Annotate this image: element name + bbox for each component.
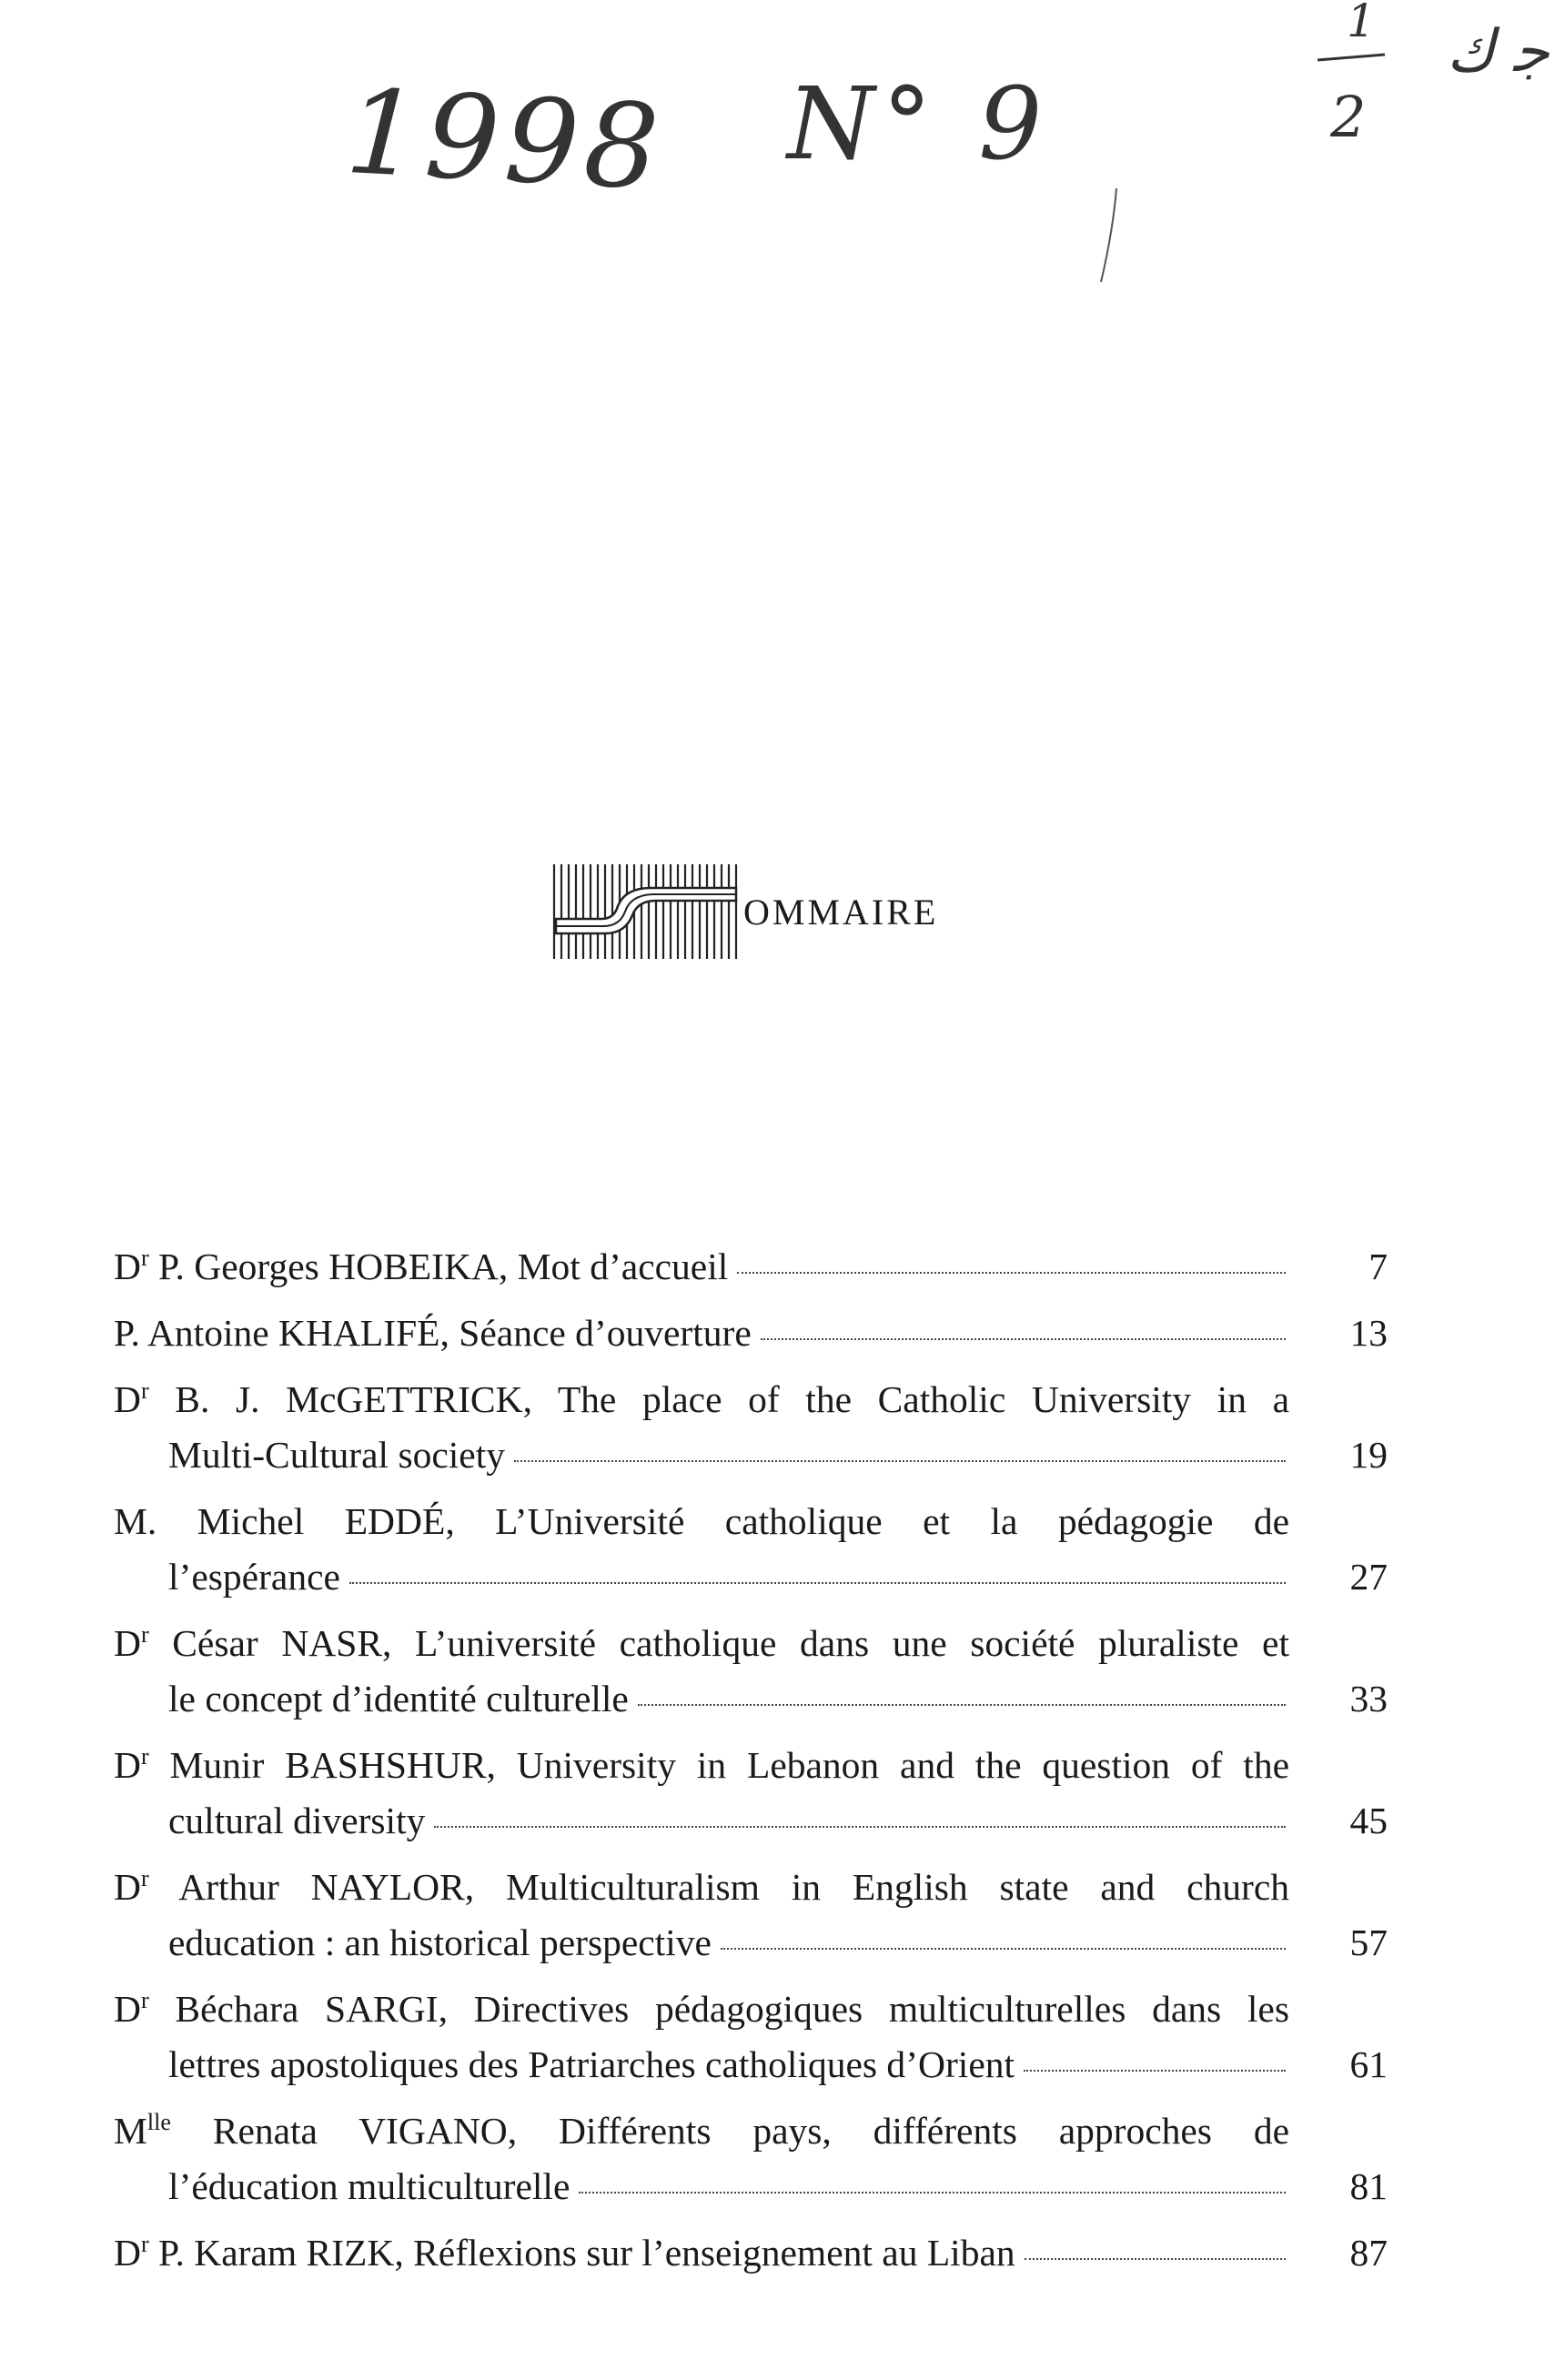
page-number: 19 bbox=[1349, 1434, 1388, 1476]
entry-continuation-line bbox=[114, 1915, 1289, 1971]
author-title-superscript: r bbox=[140, 1621, 149, 1649]
entry-text: P. Karam RIZK, Réflexions sur l’enseignement au Liban bbox=[148, 2232, 1015, 2274]
page-number: 7 bbox=[1368, 1245, 1388, 1287]
entry-continuation-line bbox=[114, 2159, 1289, 2214]
entry-text-continued: lettres apostoliques des Patriarches catholiques d’Orient bbox=[168, 2043, 1015, 2085]
leader-dots bbox=[721, 1947, 1286, 1950]
author-title-prefix: D bbox=[114, 1622, 141, 1664]
entry-first-line bbox=[114, 2103, 1289, 2159]
toc-entry bbox=[114, 1306, 1388, 1361]
author-title-superscript: lle bbox=[146, 2109, 171, 2136]
sommaire-heading bbox=[549, 861, 938, 963]
entry-continuation-line bbox=[114, 2037, 1289, 2093]
page-number: 45 bbox=[1349, 1800, 1388, 1841]
page-number: 33 bbox=[1349, 1678, 1388, 1719]
author-title-prefix: M bbox=[114, 2110, 147, 2152]
leader-dots bbox=[514, 1459, 1286, 1462]
entry-first-line bbox=[114, 1738, 1289, 1793]
leader-dots bbox=[638, 1703, 1286, 1706]
leader-dots bbox=[434, 1825, 1286, 1828]
page-number: 61 bbox=[1349, 2043, 1388, 2085]
leader-dots bbox=[349, 1581, 1286, 1584]
entry-text-continued: cultural diversity bbox=[168, 1800, 426, 1841]
author-title-prefix: D bbox=[114, 1866, 141, 1908]
entry-continuation-line bbox=[114, 1549, 1289, 1605]
leader-dots bbox=[1024, 2069, 1286, 2072]
entry-text-continued: education : an historical perspective bbox=[168, 1921, 712, 1963]
entry-continuation-line bbox=[114, 1793, 1289, 1849]
toc-entry bbox=[114, 2225, 1388, 2281]
toc-entry bbox=[114, 1860, 1388, 1971]
toc-entry bbox=[114, 2103, 1388, 2214]
entry-continuation-line bbox=[114, 1427, 1289, 1483]
page-number: 81 bbox=[1349, 2165, 1388, 2207]
entry-line bbox=[114, 1239, 1289, 1295]
entry-first-line bbox=[114, 1860, 1289, 1915]
toc-entry bbox=[114, 1982, 1388, 2093]
entry-text: P. Georges HOBEIKA, Mot d’accueil bbox=[148, 1245, 729, 1287]
author-title-prefix: D bbox=[114, 2232, 141, 2274]
ornamental-s-logo bbox=[549, 861, 742, 963]
entry-text: B. J. McGETTRICK, The place of the Catholic University in a bbox=[148, 1378, 1289, 1420]
entry-text: M. Michel EDDÉ, L’Université catholique et la pédagogie de bbox=[114, 1500, 1289, 1542]
page-number: 27 bbox=[1349, 1556, 1388, 1598]
entry-text-continued: le concept d’identité culturelle bbox=[168, 1678, 629, 1719]
entry-first-line bbox=[114, 1982, 1289, 2037]
handwritten-issue-number: N° 9 bbox=[787, 66, 1050, 182]
entry-text: Renata VIGANO, Différents pays, différents approches de bbox=[170, 2110, 1289, 2152]
entry-text-continued: l’éducation multiculturelle bbox=[168, 2165, 571, 2207]
handwritten-fraction bbox=[1310, 0, 1392, 155]
author-title-superscript: r bbox=[140, 1245, 149, 1272]
author-title-prefix: D bbox=[114, 1744, 141, 1786]
author-title-superscript: r bbox=[140, 1377, 149, 1405]
toc-entry bbox=[114, 1738, 1388, 1849]
entry-text: César NASR, L’université catholique dans une société pluraliste et bbox=[148, 1622, 1289, 1664]
entry-text: Béchara SARGI, Directives pédagogiques multiculturelles dans les bbox=[148, 1988, 1289, 2030]
page-number: 57 bbox=[1349, 1921, 1388, 1963]
leader-dots bbox=[761, 1337, 1286, 1340]
entry-first-line bbox=[114, 1616, 1289, 1671]
entry-line bbox=[114, 1306, 1289, 1361]
entry-text-continued: l’espérance bbox=[168, 1556, 340, 1598]
leader-dots bbox=[737, 1271, 1286, 1274]
entry-text: Munir BASHSHUR, University in Lebanon and the question of the bbox=[148, 1744, 1289, 1786]
handwritten-year: 1998 bbox=[342, 64, 668, 217]
entry-text: P. Antoine KHALIFÉ, Séance d’ouverture bbox=[114, 1312, 752, 1354]
table-of-contents bbox=[114, 1239, 1388, 2281]
leader-dots bbox=[1025, 2257, 1286, 2260]
author-title-superscript: r bbox=[140, 2231, 149, 2258]
entry-text: Arthur NAYLOR, Multiculturalism in English state and church bbox=[148, 1866, 1289, 1908]
toc-entry bbox=[114, 1239, 1388, 1295]
toc-entry bbox=[114, 1616, 1388, 1727]
entry-first-line bbox=[114, 1372, 1289, 1427]
page-number: 87 bbox=[1349, 2232, 1388, 2274]
author-title-superscript: r bbox=[140, 1987, 149, 2014]
toc-entry bbox=[114, 1372, 1388, 1483]
entry-first-line bbox=[114, 1494, 1289, 1549]
entry-text-continued: Multi-Cultural society bbox=[168, 1434, 505, 1476]
fraction-numerator: 1 bbox=[1347, 0, 1376, 47]
leader-dots bbox=[579, 2191, 1286, 2193]
author-title-prefix: D bbox=[114, 1988, 141, 2030]
author-title-prefix: D bbox=[114, 1378, 141, 1420]
sommaire-title: OMMAIRE bbox=[743, 891, 939, 933]
stray-pen-stroke bbox=[1096, 187, 1124, 287]
handwritten-corner-mark: ﺟ ﻙ bbox=[1447, 18, 1550, 86]
toc-entry bbox=[114, 1494, 1388, 1605]
entry-continuation-line bbox=[114, 1671, 1289, 1727]
page-number: 13 bbox=[1349, 1312, 1388, 1354]
author-title-superscript: r bbox=[140, 1743, 149, 1770]
fraction-denominator: 2 bbox=[1330, 84, 1367, 150]
author-title-superscript: r bbox=[140, 1865, 149, 1892]
author-title-prefix: D bbox=[114, 1245, 141, 1287]
entry-line bbox=[114, 2225, 1289, 2281]
